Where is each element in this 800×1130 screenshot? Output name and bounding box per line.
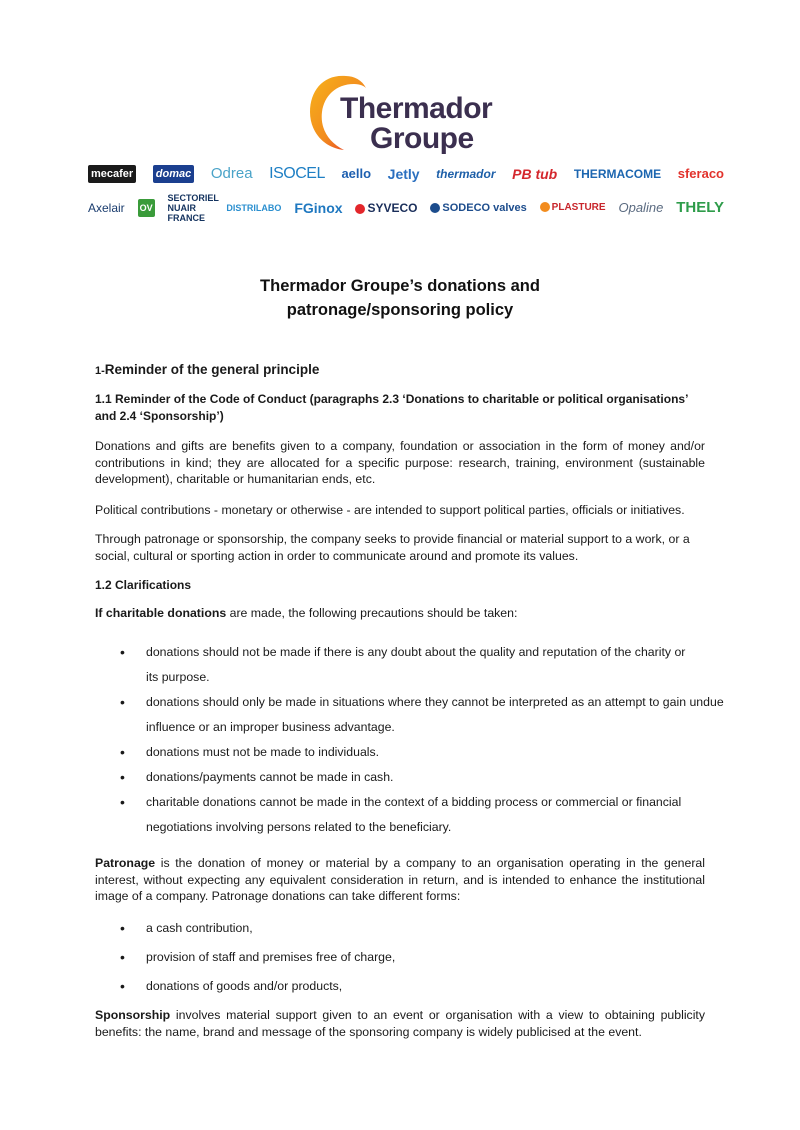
brand-thermacome: THERMACOME	[573, 167, 662, 181]
title-line-2: patronage/sponsoring policy	[286, 301, 514, 319]
list-item: • donations must not be made to individuals.	[95, 740, 740, 765]
paragraph-charitable	[95, 605, 705, 622]
patronage-rest: is the donation of money or material by a company to an organisation operating in the general interest, without expecting any equivalent consideration in return, and is intended to enhance the institutional image of a company. Patronage donations can take different forms:	[95, 856, 705, 903]
brand-thely: THELY	[676, 199, 724, 216]
list-item: • donations should not be made if there is any doubt about the quality and reputation of the charity or	[95, 640, 740, 665]
logo-line-1: Thermador	[340, 92, 493, 125]
brand-odrea: Odrea	[210, 165, 253, 182]
brand-jetly: Jetly	[387, 166, 420, 182]
brand-sodeco	[430, 199, 526, 217]
patronage-bold: Patronage	[95, 856, 156, 870]
brand-logos-row-1	[88, 162, 724, 186]
list-item: • a cash contribution,	[95, 914, 740, 943]
precautions-list	[95, 640, 740, 840]
list-item: • donations should only be made in situations where they cannot be interpreted as an attempt to gain undue	[95, 690, 740, 715]
list-item-continuation: influence or an improper business advantage.	[146, 720, 395, 734]
brand-distrilabo: DISTRILABO	[226, 203, 282, 213]
section-1-heading	[95, 362, 319, 377]
plasture-dot-icon	[540, 202, 550, 212]
title-line-1: Thermador Groupe’s donations and	[260, 277, 540, 295]
paragraph-donations: Donations and gifts are benefits given to a company, foundation or association in the form of money and/or contributions in kind; they are allocated for a specific purpose: research, training, environment (sustainable development), charitable or humanitarian ends, etc.	[95, 439, 705, 486]
paragraph-political: Political contributions - monetary or otherwise - are intended to support political parties, officials or initiatives.	[95, 503, 685, 517]
list-item: • donations of goods and/or products,	[95, 972, 740, 1001]
paragraph-patronage-intro: Through patronage or sponsorship, the company seeks to provide financial or material support to a work, or a social, cultural or sporting action in order to communicate around and promote its values.	[95, 532, 690, 563]
charitable-rest: are made, the following precautions should be taken:	[226, 606, 518, 620]
brand-syveco	[355, 199, 417, 217]
brand-logos-row-2	[88, 193, 724, 223]
subsection-1-2-heading: 1.2 Clarifications	[95, 578, 192, 592]
logo-text	[340, 94, 492, 154]
brand-axelair: Axelair	[88, 201, 125, 215]
brand-sferaco: sferaco	[677, 166, 724, 181]
brand-thermador: thermador	[436, 167, 496, 181]
section-1-number: 1-	[95, 365, 105, 377]
brand-fginox: FGinox	[294, 200, 343, 216]
brand-ov: OV	[138, 199, 155, 217]
paragraph-patronage	[95, 855, 705, 905]
brand-domac: domac	[153, 165, 194, 183]
brand-pbtub: PB tub	[512, 165, 558, 182]
syveco-dot-icon	[355, 204, 365, 214]
thermador-groupe-logo	[306, 72, 506, 154]
brand-sectoriel: SECTORIEL NUAIR FRANCE	[167, 193, 219, 223]
subsection-1-1-heading: 1.1 Reminder of the Code of Conduct (paragraphs 2.3 ‘Donations to charitable or political organisations’ and 2.4 ‘Sponsorship’)	[95, 392, 688, 423]
brand-opaline: Opaline	[618, 200, 664, 215]
sponsorship-rest: involves material support given to an event or organisation with a view to obtaining publicity benefits: the name, brand and message of the sponsoring company is widely publicised at the event.	[95, 1008, 705, 1039]
brand-aello: aello	[341, 166, 372, 181]
charitable-bold: If charitable donations	[95, 606, 227, 620]
list-item-continuation: its purpose.	[146, 670, 210, 684]
brand-isocel: ISOCEL	[269, 165, 325, 182]
paragraph-sponsorship	[95, 1007, 705, 1040]
sponsorship-bold: Sponsorship	[95, 1008, 171, 1022]
section-1-title: Reminder of the general principle	[104, 362, 320, 377]
brand-mecafer: mecafer	[88, 165, 136, 183]
brand-sodeco-label: SODECO valves	[442, 202, 527, 214]
sodeco-dot-icon	[430, 203, 440, 213]
brand-syveco-label: SYVECO	[367, 201, 418, 215]
list-item: • charitable donations cannot be made in the context of a bidding process or commercial or financial	[95, 790, 740, 815]
brand-plasture	[540, 199, 606, 217]
logo-line-2: Groupe	[370, 122, 474, 155]
patronage-forms-list	[95, 914, 740, 1001]
brand-plasture-label: PLASTURE	[551, 202, 606, 213]
list-item: • provision of staff and premises free of charge,	[95, 943, 740, 972]
list-item: • donations/payments cannot be made in cash.	[95, 765, 740, 790]
list-item-continuation: negotiations involving persons related to the beneficiary.	[146, 820, 452, 834]
document-title	[0, 274, 800, 322]
